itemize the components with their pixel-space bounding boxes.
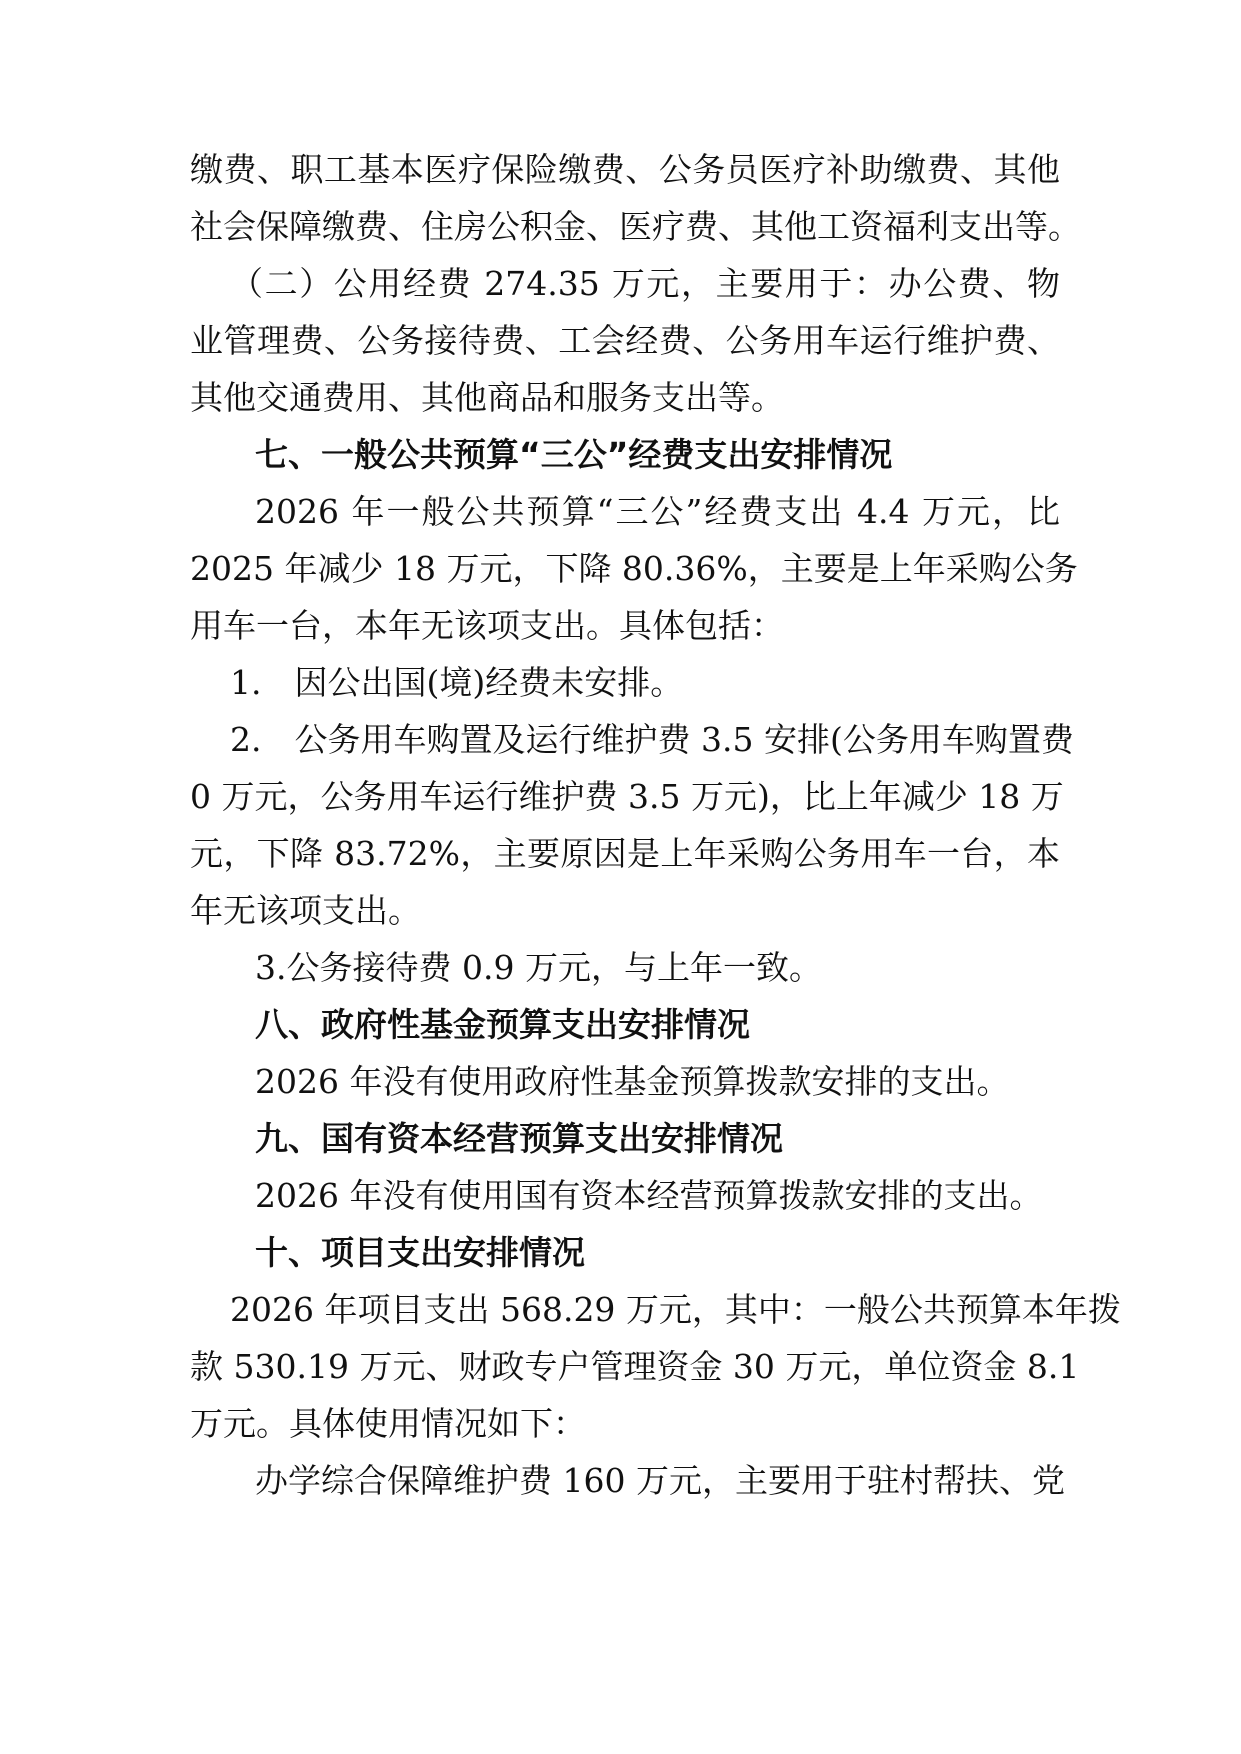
paragraph-line: 元，下降 83.72%，主要原因是上年采购公务用车一台，本 [190,834,1060,873]
section-heading: 九、国有资本经营预算支出安排情况 [255,1119,783,1158]
paragraph-line: 业管理费、公务接待费、工会经费、公务用车运行维护费、 [190,321,1060,360]
section-heading: 八、政府性基金预算支出安排情况 [255,1005,750,1044]
paragraph-line: 0 万元，公务用车运行维护费 3.5 万元)，比上年减少 18 万 [190,777,1064,816]
paragraph-line: 社会保障缴费、住房公积金、医疗费、其他工资福利支出等。 [190,207,1081,246]
paragraph-line: 办学综合保障维护费 160 万元，主要用于驻村帮扶、党 [255,1461,1065,1500]
paragraph-line: （二）公用经费 274.35 万元，主要用于：办公费、物 [230,264,1060,303]
paragraph-line: 2025 年减少 18 万元，下降 80.36%，主要是上年采购公务 [190,549,1078,588]
list-item: 1. 因公出国(境)经费未安排。 [230,663,684,702]
paragraph-line: 款 530.19 万元、财政专户管理资金 30 万元，单位资金 8.1 [190,1347,1080,1386]
list-item: 3.公务接待费 0.9 万元，与上年一致。 [255,948,822,987]
section-heading: 十、项目支出安排情况 [255,1233,585,1272]
paragraph-line: 缴费、职工基本医疗保险缴费、公务员医疗补助缴费、其他 [190,150,1060,189]
paragraph-line: 2026 年没有使用国有资本经营预算拨款安排的支出。 [255,1176,1043,1215]
paragraph-line: 年无该项支出。 [190,891,421,930]
list-item: 2. 公务用车购置及运行维护费 3.5 安排(公务用车购置费 [230,720,1074,759]
paragraph-line: 2026 年一般公共预算“三公”经费支出 4.4 万元，比 [255,492,1060,531]
paragraph-line: 2026 年项目支出 568.29 万元，其中：一般公共预算本年拨 [230,1290,1121,1329]
paragraph-line: 2026 年没有使用政府性基金预算拨款安排的支出。 [255,1062,1010,1101]
paragraph-line: 其他交通费用、其他商品和服务支出等。 [190,378,784,417]
paragraph-line: 用车一台，本年无该项支出。具体包括： [190,606,784,645]
section-heading: 七、一般公共预算“三公”经费支出安排情况 [255,435,893,474]
paragraph-line: 万元。具体使用情况如下： [190,1404,586,1443]
